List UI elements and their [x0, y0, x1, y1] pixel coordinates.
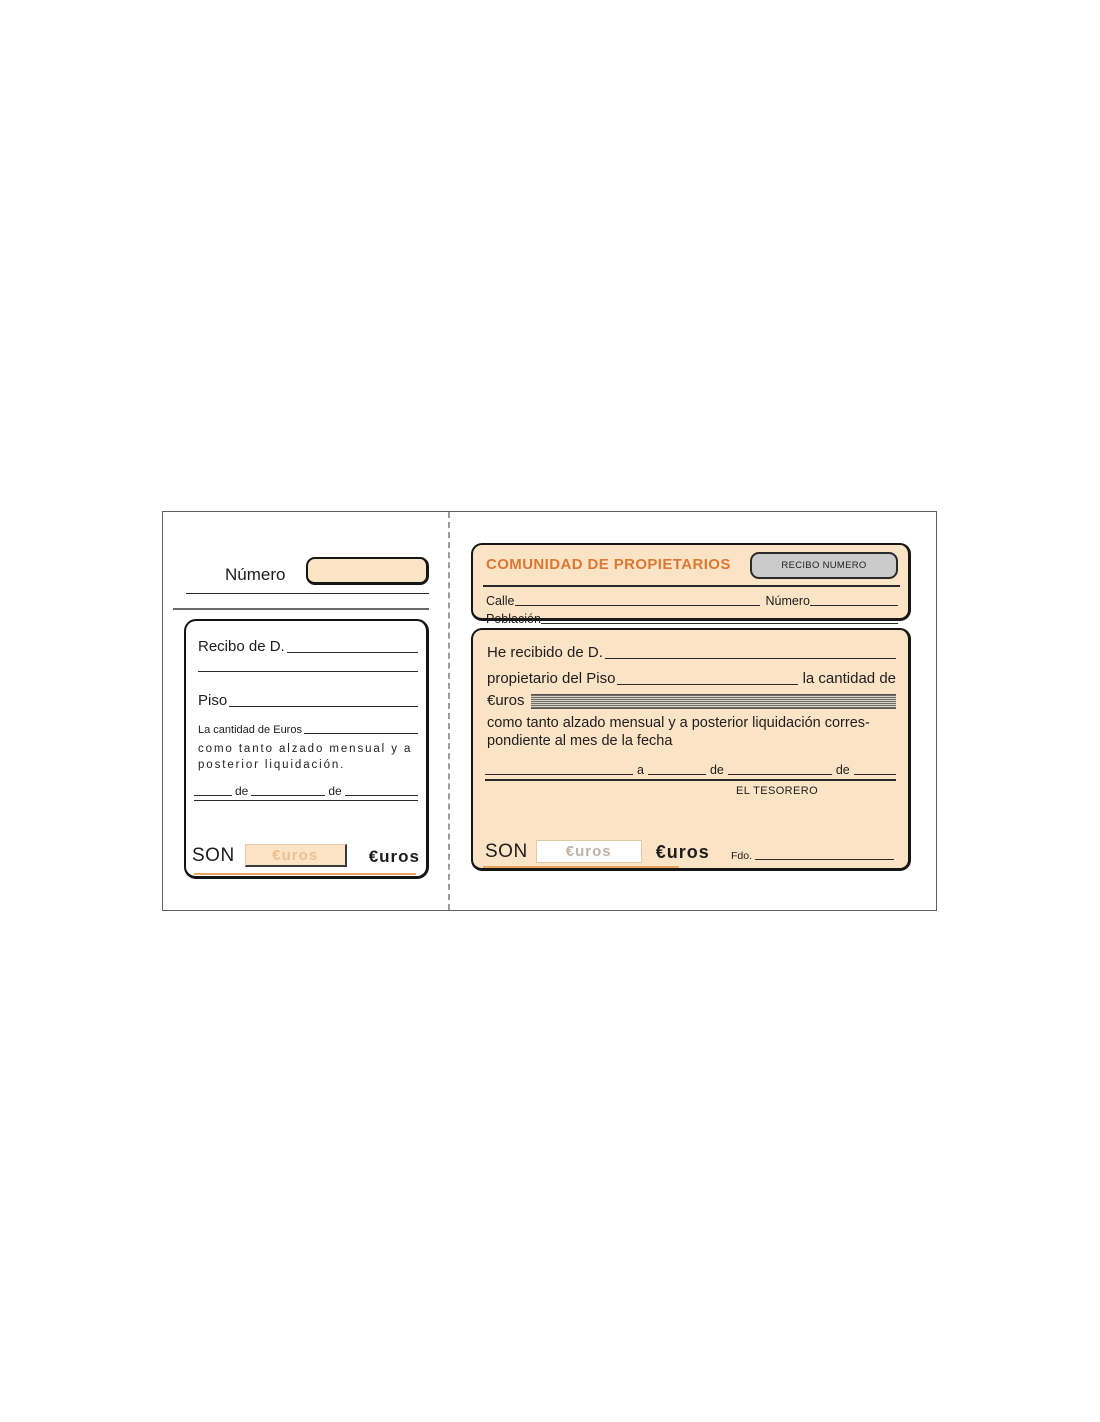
euros-watermark: €uros	[565, 843, 612, 860]
stub-son-row	[192, 841, 420, 867]
alzado-paragraph	[487, 715, 894, 750]
year-line	[854, 774, 896, 775]
propietario-row	[487, 666, 896, 687]
stub-alzado-text: como tanto alzado mensual y a posterior liquidación.	[198, 743, 413, 771]
date-row	[485, 760, 896, 777]
stub-box	[184, 619, 429, 879]
fdo-line	[755, 859, 894, 860]
cantidad-suffix-label: la cantidad de	[802, 670, 896, 687]
stub-date-underline	[194, 800, 418, 801]
perforation-line	[448, 512, 450, 910]
a-label: a	[637, 763, 644, 777]
euros-row	[487, 690, 896, 709]
amount-box	[536, 840, 642, 863]
tesorero-label: EL TESORERO	[736, 785, 819, 797]
stub-de-label-1: de	[235, 784, 249, 798]
calle-line	[515, 605, 760, 606]
stub-euros-watermark: €uros	[272, 846, 319, 864]
receipt-title: COMUNIDAD DE PROPIETARIOS	[486, 556, 731, 573]
poblacion-row	[486, 609, 898, 626]
receipt-header-box	[471, 543, 911, 626]
header-numero-label: Número	[765, 594, 810, 608]
he-recibido-label: He recibido de D.	[487, 644, 603, 661]
stub-piso-label: Piso	[198, 692, 228, 709]
stub-recibo-row	[198, 633, 418, 655]
stub-numero-underline	[186, 593, 429, 594]
alzado-line2: pondiente al mes de la fecha	[487, 732, 673, 749]
calle-label: Calle	[486, 594, 515, 608]
receipt-card	[162, 511, 937, 911]
he-recibido-line	[605, 658, 896, 659]
receipt-body-box	[471, 628, 911, 871]
stub-euros-label: €uros	[368, 847, 420, 866]
son-label: SON	[485, 841, 528, 862]
amount-security-band	[531, 694, 896, 709]
stub-cantidad-row	[198, 718, 418, 736]
stub-recibo-line	[287, 652, 418, 653]
stub-piso-row	[198, 687, 418, 709]
calle-row	[486, 591, 898, 608]
stub-de-label-2: de	[328, 784, 342, 798]
piso-line	[617, 684, 797, 685]
alzado-line1: como tanto alzado mensual y a posterior liquidación corres-	[487, 715, 870, 731]
stub-date-row	[194, 781, 418, 798]
stub-numero-field	[306, 557, 429, 585]
he-recibido-row	[487, 640, 896, 661]
header-numero-line	[810, 605, 898, 606]
stub-cantidad-line	[304, 733, 418, 734]
de-label-1: de	[709, 763, 724, 777]
day-line	[648, 774, 706, 775]
son-orange-rule	[483, 866, 679, 868]
place-line	[485, 774, 633, 775]
fdo-label: Fdo.	[731, 850, 753, 862]
header-rule	[483, 585, 900, 587]
date-underline	[485, 779, 896, 781]
euros-bold-label: €uros	[655, 842, 710, 862]
euros-label: €uros	[487, 692, 525, 709]
stub-continuation-line	[198, 671, 418, 672]
fdo-row	[731, 844, 894, 862]
recibo-numero-label: RECIBO NUMERO	[781, 560, 867, 571]
stub-recibo-label: Recibo de D.	[198, 638, 285, 655]
stub-orange-rule	[194, 873, 416, 875]
stub-amount-box	[245, 844, 347, 867]
month-line	[728, 774, 832, 775]
stub-separator	[173, 608, 429, 610]
stub-cantidad-label: La cantidad de Euros	[198, 724, 302, 736]
stub-piso-line	[229, 706, 418, 707]
stub-date-line-3	[345, 795, 418, 796]
stub-date-line-2	[251, 795, 325, 796]
stub-date-line-1	[194, 795, 232, 796]
stub-son-label: SON	[192, 845, 235, 866]
poblacion-line	[541, 623, 898, 624]
stub-numero-label: Número	[225, 565, 286, 584]
recibo-numero-box	[750, 552, 898, 579]
propietario-label: propietario del Piso	[487, 670, 616, 687]
poblacion-label: Población	[486, 612, 541, 626]
de-label-2: de	[835, 763, 850, 777]
